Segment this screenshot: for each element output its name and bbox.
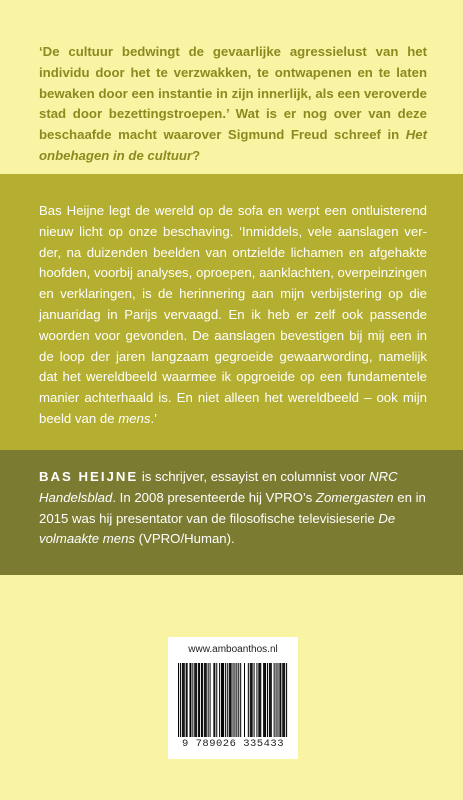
barcode-bar [250,663,251,737]
barcode-bar [244,663,245,737]
barcode-bar [182,663,183,737]
barcode-bar [234,663,235,737]
barcode-bar [280,663,281,737]
barcode-bar [267,663,268,737]
isbn-number: 9 789026 335433 [181,738,284,750]
barcode-bar [236,663,237,737]
barcode-bar [214,663,215,737]
barcode-bar [251,663,252,737]
barcode-bar [276,663,277,737]
barcode-bar [187,663,188,737]
publisher-url: www.amboanthos.nl [188,644,278,655]
barcode-bar [264,663,265,737]
author-bio: BAS HEIJNE is schrijver, essayist en columnist voor NRC Handelsblad. In 2008 presenteerde hij VPRO’s Zomergasten en in 2015 was hij presentator van de filosofische televisieserie De volmaakte mens (VPRO/Human). [39,469,426,547]
barcode-bar [186,663,187,737]
barcode-bar [201,663,202,737]
barcode-bar [286,663,287,737]
barcode-bar [199,663,200,737]
author-bio-section [0,450,463,575]
barcode-bar [184,663,185,737]
barcode-bar [230,663,231,737]
barcode-bar [180,663,181,737]
barcode-bar [240,663,241,737]
barcode-bar [206,663,207,737]
quote-section [0,0,463,174]
barcode-bar [204,663,205,737]
barcode-bar [229,663,230,737]
barcode-bar [274,663,275,737]
barcode-bar [258,663,259,737]
barcode-bar [198,663,199,737]
barcode-bar [269,663,270,737]
barcode-bar [271,663,272,737]
barcode-bar [279,663,280,737]
barcode-bar [194,663,195,737]
description-text: Bas Heijne legt de wereld op de sofa en werpt een ontluisterend nieuw licht op onze beschaving. ‘Inmiddels, vele aanslagen verder, na duizenden beelden van ontzielde lichamen en afgehakte hoofden, voorbij analyses, oproepen, aanklachten, overpeinzingen en verklaringen, is de herinnering aan mijn verbijstering op die januaridag in Parijs vervaagd. En ik heb er zelf ook passende woorden voor gevonden. De aanslagen bevestigen bij mij een in de loop der jaren langzaam gegroeide gewaarwording, namelijk dat het wereldbeeld waarmee ik opgroeide op een fundamentele manier achterhaald is. En niet alleen het wereldbeeld – ook mijn beeld van de mens.’ [39,203,427,426]
barcode-bar [213,663,214,737]
author-name: BAS HEIJNE [39,469,139,484]
barcode-bar [284,663,285,737]
barcode-bar [277,663,278,737]
barcode-bar [219,663,220,737]
barcode-bar [238,663,239,737]
description-section [0,174,463,450]
barcode-bar [221,663,222,737]
barcode-bar [282,663,283,737]
barcode-bar [248,663,249,737]
barcode-bar [189,663,190,737]
barcode-bar [252,663,253,737]
barcode-bar [223,663,224,737]
barcode-bar [222,663,223,737]
barcode-bar [265,663,266,737]
barcode-bar [195,663,196,737]
quote-text: ‘De cultuur bedwingt de gevaarlijke agressielust van het individu door het te verzwakken, te ontwapenen en te laten bewaken door een instantie in zijn innerlijk, als een veroverde stad door bezettingstroepen.’ Wat is er nog over van deze beschaafde macht waarover Sigmund Freud schreef in Het onbehagen in de cultuur? [39,44,427,163]
barcode-bar [216,663,217,737]
barcode-bar [283,663,284,737]
barcode-bar [178,663,179,737]
barcode-bar [254,663,255,737]
barcode-bar [270,663,271,737]
barcode-bar [256,663,257,737]
barcode-bar [208,663,209,737]
barcode-bar [260,663,261,737]
barcode-bar [196,663,197,737]
barcode-bar [227,663,228,737]
barcode-bar [263,663,264,737]
barcode-image [178,663,288,737]
barcode-bar [192,663,193,737]
barcode-bar [205,663,206,737]
barcode-bar [183,663,184,737]
barcode-bar [259,663,260,737]
barcode-bar [202,663,203,737]
barcode-bar [190,663,191,737]
barcode-bar [225,663,226,737]
barcode-bar [233,663,234,737]
book-title: Het onbehagen in de cultuur [39,127,427,163]
barcode-bar [210,663,211,737]
barcode-bar [231,663,232,737]
back-cover-footer [0,575,463,800]
barcode-label [168,637,298,759]
